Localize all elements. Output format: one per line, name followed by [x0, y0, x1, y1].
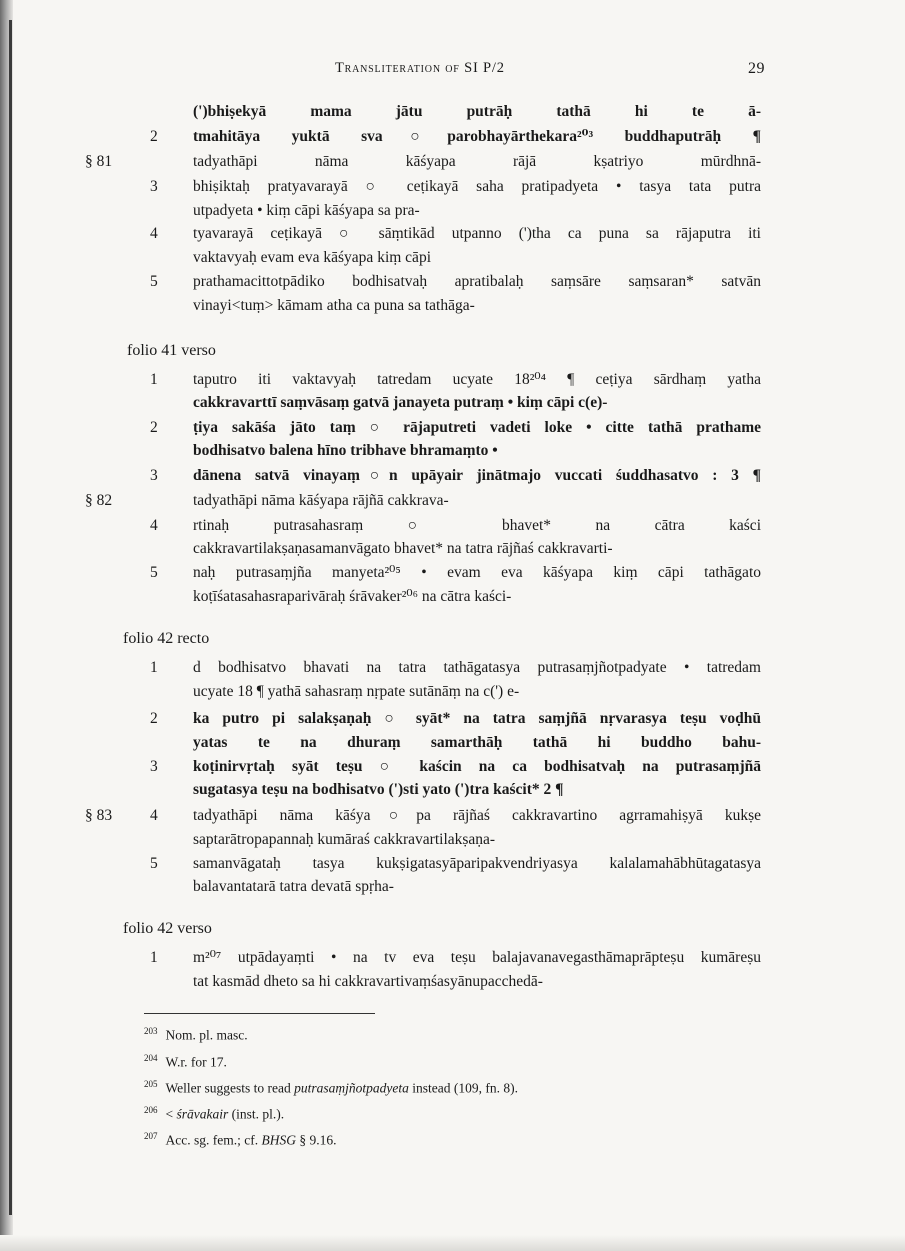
footnote-number: 204	[144, 1053, 158, 1063]
line-text: tadyathāpi nāma kāśya○pa rājñaś cakkravartino agrramahiṣyā kukṣe	[193, 807, 761, 824]
line-number: 5	[150, 273, 158, 290]
folio-label: folio 42 verso	[123, 920, 212, 937]
footnote-italic: BHSG	[261, 1132, 296, 1148]
page-bottom-edge	[0, 1235, 905, 1251]
line-text: bhiṣiktaḥ pratyavarayā ○ ceṭikayā saha pratipadyeta • tasya tata putra	[193, 178, 761, 195]
line-number: 1	[150, 659, 158, 676]
section-mark: § 83	[85, 807, 113, 824]
line-number: 3	[150, 758, 158, 775]
footnote-text-after: (inst. pl.).	[228, 1106, 285, 1122]
line-number: 1	[150, 371, 158, 388]
footnote-italic: putrasaṃjñotpadyeta	[294, 1080, 409, 1096]
footnote	[144, 1105, 284, 1123]
line-number: 1	[150, 949, 158, 966]
section-mark: § 82	[85, 492, 113, 509]
line-text: tyavarayā ceṭikayā ○ sāṃtikād utpanno (')tha ca puna sa rājaputra iti	[193, 225, 761, 242]
line-text: taputro iti vaktavyaḥ tatredam ucyate 18²⁰⁴ ¶ ceṭiya sārdhaṃ yatha	[193, 371, 761, 388]
footnote	[144, 1131, 336, 1149]
line-text: vinayi<tuṃ> kāmam atha ca puna sa tathāga-	[193, 297, 475, 314]
footnote-text-after: § 9.16.	[295, 1132, 337, 1148]
footnote-text: Nom. pl. masc.	[165, 1027, 248, 1043]
line-text: samanvāgataḥ tasya kukṣigatasyāparipakvendriyasya kalalamahābhūtagatasya	[193, 855, 761, 872]
line-text: tmahitāya yuktā sva○parobhayārthekara²⁰³ buddhaputrāḥ ¶	[193, 128, 761, 145]
footnote-text: <	[165, 1106, 177, 1122]
line-text: d bodhisatvo bhavati na tatra tathāgatasya putrasaṃjñotpadyate • tatredam	[193, 659, 761, 676]
line-text: ka putro pi salakṣaṇaḥ ○ syāt* na tatra saṃjñā nṛvarasya teṣu voḍhū	[193, 710, 761, 727]
footnote	[144, 1026, 248, 1044]
line-text: cakkravartilakṣaṇasamanvāgato bhavet* na tatra rājñaś cakkravarti-	[193, 540, 613, 557]
line-number: 2	[150, 710, 158, 727]
line-number: 4	[150, 807, 158, 824]
footnote	[144, 1079, 518, 1097]
line-text: koṭinirvṛtaḥ syāt teṣu ○ kaścin na ca bodhisatvaḥ na putrasaṃjñā	[193, 758, 761, 775]
line-text: koṭīśatasahasraparivāraḥ śrāvaker²⁰⁶ na cātra kaści-	[193, 588, 512, 605]
footnote-text-after: instead (109, fn. 8).	[408, 1080, 518, 1096]
line-number: 3	[150, 467, 158, 484]
line-number: 4	[150, 517, 158, 534]
line-text: tat kasmād dheto sa hi cakkravartivaṃśasyānupacchedā-	[193, 973, 543, 990]
line-text: prathamacittotpādiko bodhisatvaḥ apratibalaḥ saṃsāre saṃsaran* satvān	[193, 273, 761, 290]
footnote-number: 203	[144, 1026, 158, 1036]
line-text: naḥ putrasaṃjña manyeta²⁰⁵ • evam eva kāśyapa kiṃ cāpi tathāgato	[193, 564, 761, 581]
footnote-text: Weller suggests to read	[165, 1080, 295, 1096]
line-text: sugatasya teṣu na bodhisatvo (')sti yato (')tra kaścit* 2 ¶	[193, 781, 564, 798]
page-number: 29	[748, 60, 765, 77]
footnote-number: 205	[144, 1079, 158, 1089]
footnote-rule	[144, 1013, 375, 1014]
line-text: saptarātropapannaḥ kumāraś cakkravartilakṣaṇa-	[193, 831, 496, 848]
line-text: ucyate 18 ¶ yathā sahasraṃ nṛpate sutānāṃ na c(') e-	[193, 683, 520, 700]
line-text: ṭiya sakāśa jāto taṃ ○ rājaputreti vadeti loke • citte tathā prathame	[193, 419, 761, 436]
footnote-italic: śrāvakair	[176, 1106, 229, 1122]
running-head: Transliteration of SI P/2	[335, 60, 505, 76]
footnote	[144, 1053, 227, 1071]
line-text: rtinaḥ putrasahasraṃ ○ bhavet* na cātra kaści	[193, 517, 761, 534]
line-text: tadyathāpi nāma kāśyapa rājñā cakkrava-	[193, 492, 449, 509]
line-text: yatas te na dhuraṃ samarthāḥ tathā hi buddho bahu-	[193, 734, 761, 751]
line-text: cakkravarttī saṃvāsaṃ gatvā janayeta putraṃ • kiṃ cāpi c(e)-	[193, 394, 608, 411]
line-number: 3	[150, 178, 158, 195]
line-text: (')bhiṣekyā mama jātu putrāḥ tathā hi te ā-	[193, 103, 761, 120]
line-number: 2	[150, 419, 158, 436]
line-number: 5	[150, 564, 158, 581]
line-text: dānena satvā vinayaṃ○n upāyair jinātmajo vuccati śuddhasatvo : 3 ¶	[193, 467, 761, 484]
line-number: 4	[150, 225, 158, 242]
line-text: vaktavyaḥ evam eva kāśyapa kiṃ cāpi	[193, 249, 431, 266]
gutter-line	[9, 20, 12, 1215]
line-number: 5	[150, 855, 158, 872]
section-mark: § 81	[85, 153, 113, 170]
footnote-text: Acc. sg. fem.; cf.	[165, 1132, 262, 1148]
line-text: bodhisatvo balena hīno tribhave bhramaṃto •	[193, 442, 498, 459]
line-text: m²⁰⁷ utpādayaṃti • na tv eva teṣu balajavanavegasthāmaprāpteṣu kumāreṣu	[193, 949, 761, 966]
line-text: balavantatarā tatra devatā spṛha-	[193, 878, 394, 895]
line-text: utpadyeta • kiṃ cāpi kāśyapa sa pra-	[193, 202, 420, 219]
footnote-number: 206	[144, 1105, 158, 1115]
footnote-number: 207	[144, 1131, 158, 1141]
footnote-text: W.r. for 17.	[165, 1054, 227, 1070]
line-text: tadyathāpi nāma kāśyapa rājā kṣatriyo mūrdhnā-	[193, 153, 761, 170]
line-number: 2	[150, 128, 158, 145]
folio-label: folio 42 recto	[123, 630, 210, 647]
folio-label: folio 41 verso	[127, 342, 216, 359]
